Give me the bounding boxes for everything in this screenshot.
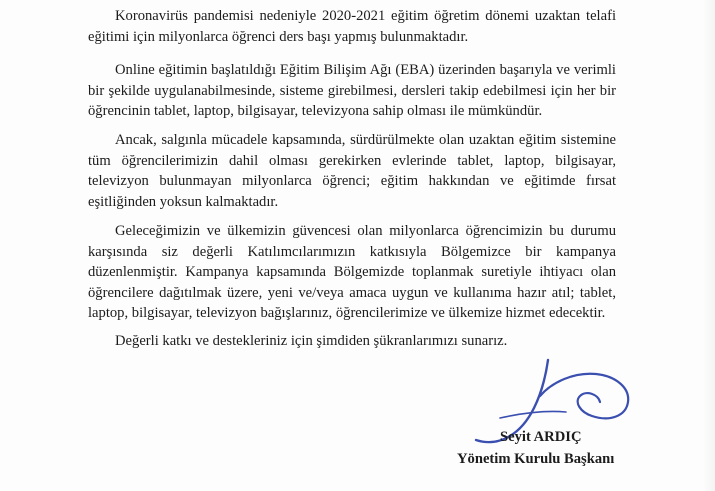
paragraph-5: Değerli katkı ve destekleriniz için şimdiden şükranlarımızı sunarız. [115,333,508,349]
page-edge-shadow [703,0,715,491]
paragraph-2: Online eğitimin başlatıldığı Eğitim Bilişim Ağı (EBA) üzerinden başarıyla ve verimli bir şekilde uygulanabilmesinde, sisteme girebilmesi, dersleri takip edebilmesi için her bir öğrencinin tablet, laptop, bilgisayar, televizyona sahip olması ile mümkündür. [88,62,616,119]
paragraph-3: Ancak, salgınla mücadele kapsamında, sürdürülmekte olan uzaktan eğitim sistemine tüm öğrencilerimizin dahil olması gerekirken evlerinde tablet, laptop, bilgisayar, televizyon bulunmayan milyonlarca öğrenci; eğitim hakkından ve eğitimde fırsat eşitliğinden yoksun kalmaktadır. [88,132,616,210]
paragraph-4: Geleceğimizin ve ülkemizin güvencesi olan milyonlarca öğrencimizin bu durumu karşısında siz değerli Katılımcılarımızın katkısıyla Bölgemizce bir kampanya düzenlenmiştir. Kampanya kapsamında Bölgemizde toplanmak suretiyle ihtiyacı olan öğrencilere dağıtılmak üzere, yeni ve/veya amaca uygun ve kullanıma hazır atıl; tablet, laptop, bilgisayar, televizyon bağışlarınız, öğrencilerimize ve ülkemize hizmet edecektir. [88,223,616,321]
paragraph-1: Koronavirüs pandemisi nedeniyle 2020-2021 eğitim öğretim dönemi uzaktan telafi eğitimi için milyonlarca öğrenci ders başı yapmış bulunmaktadır. [88,8,616,45]
signer-title: Yönetim Kurulu Başkanı [457,451,615,467]
signer-name: Seyit ARDIÇ [500,429,582,445]
